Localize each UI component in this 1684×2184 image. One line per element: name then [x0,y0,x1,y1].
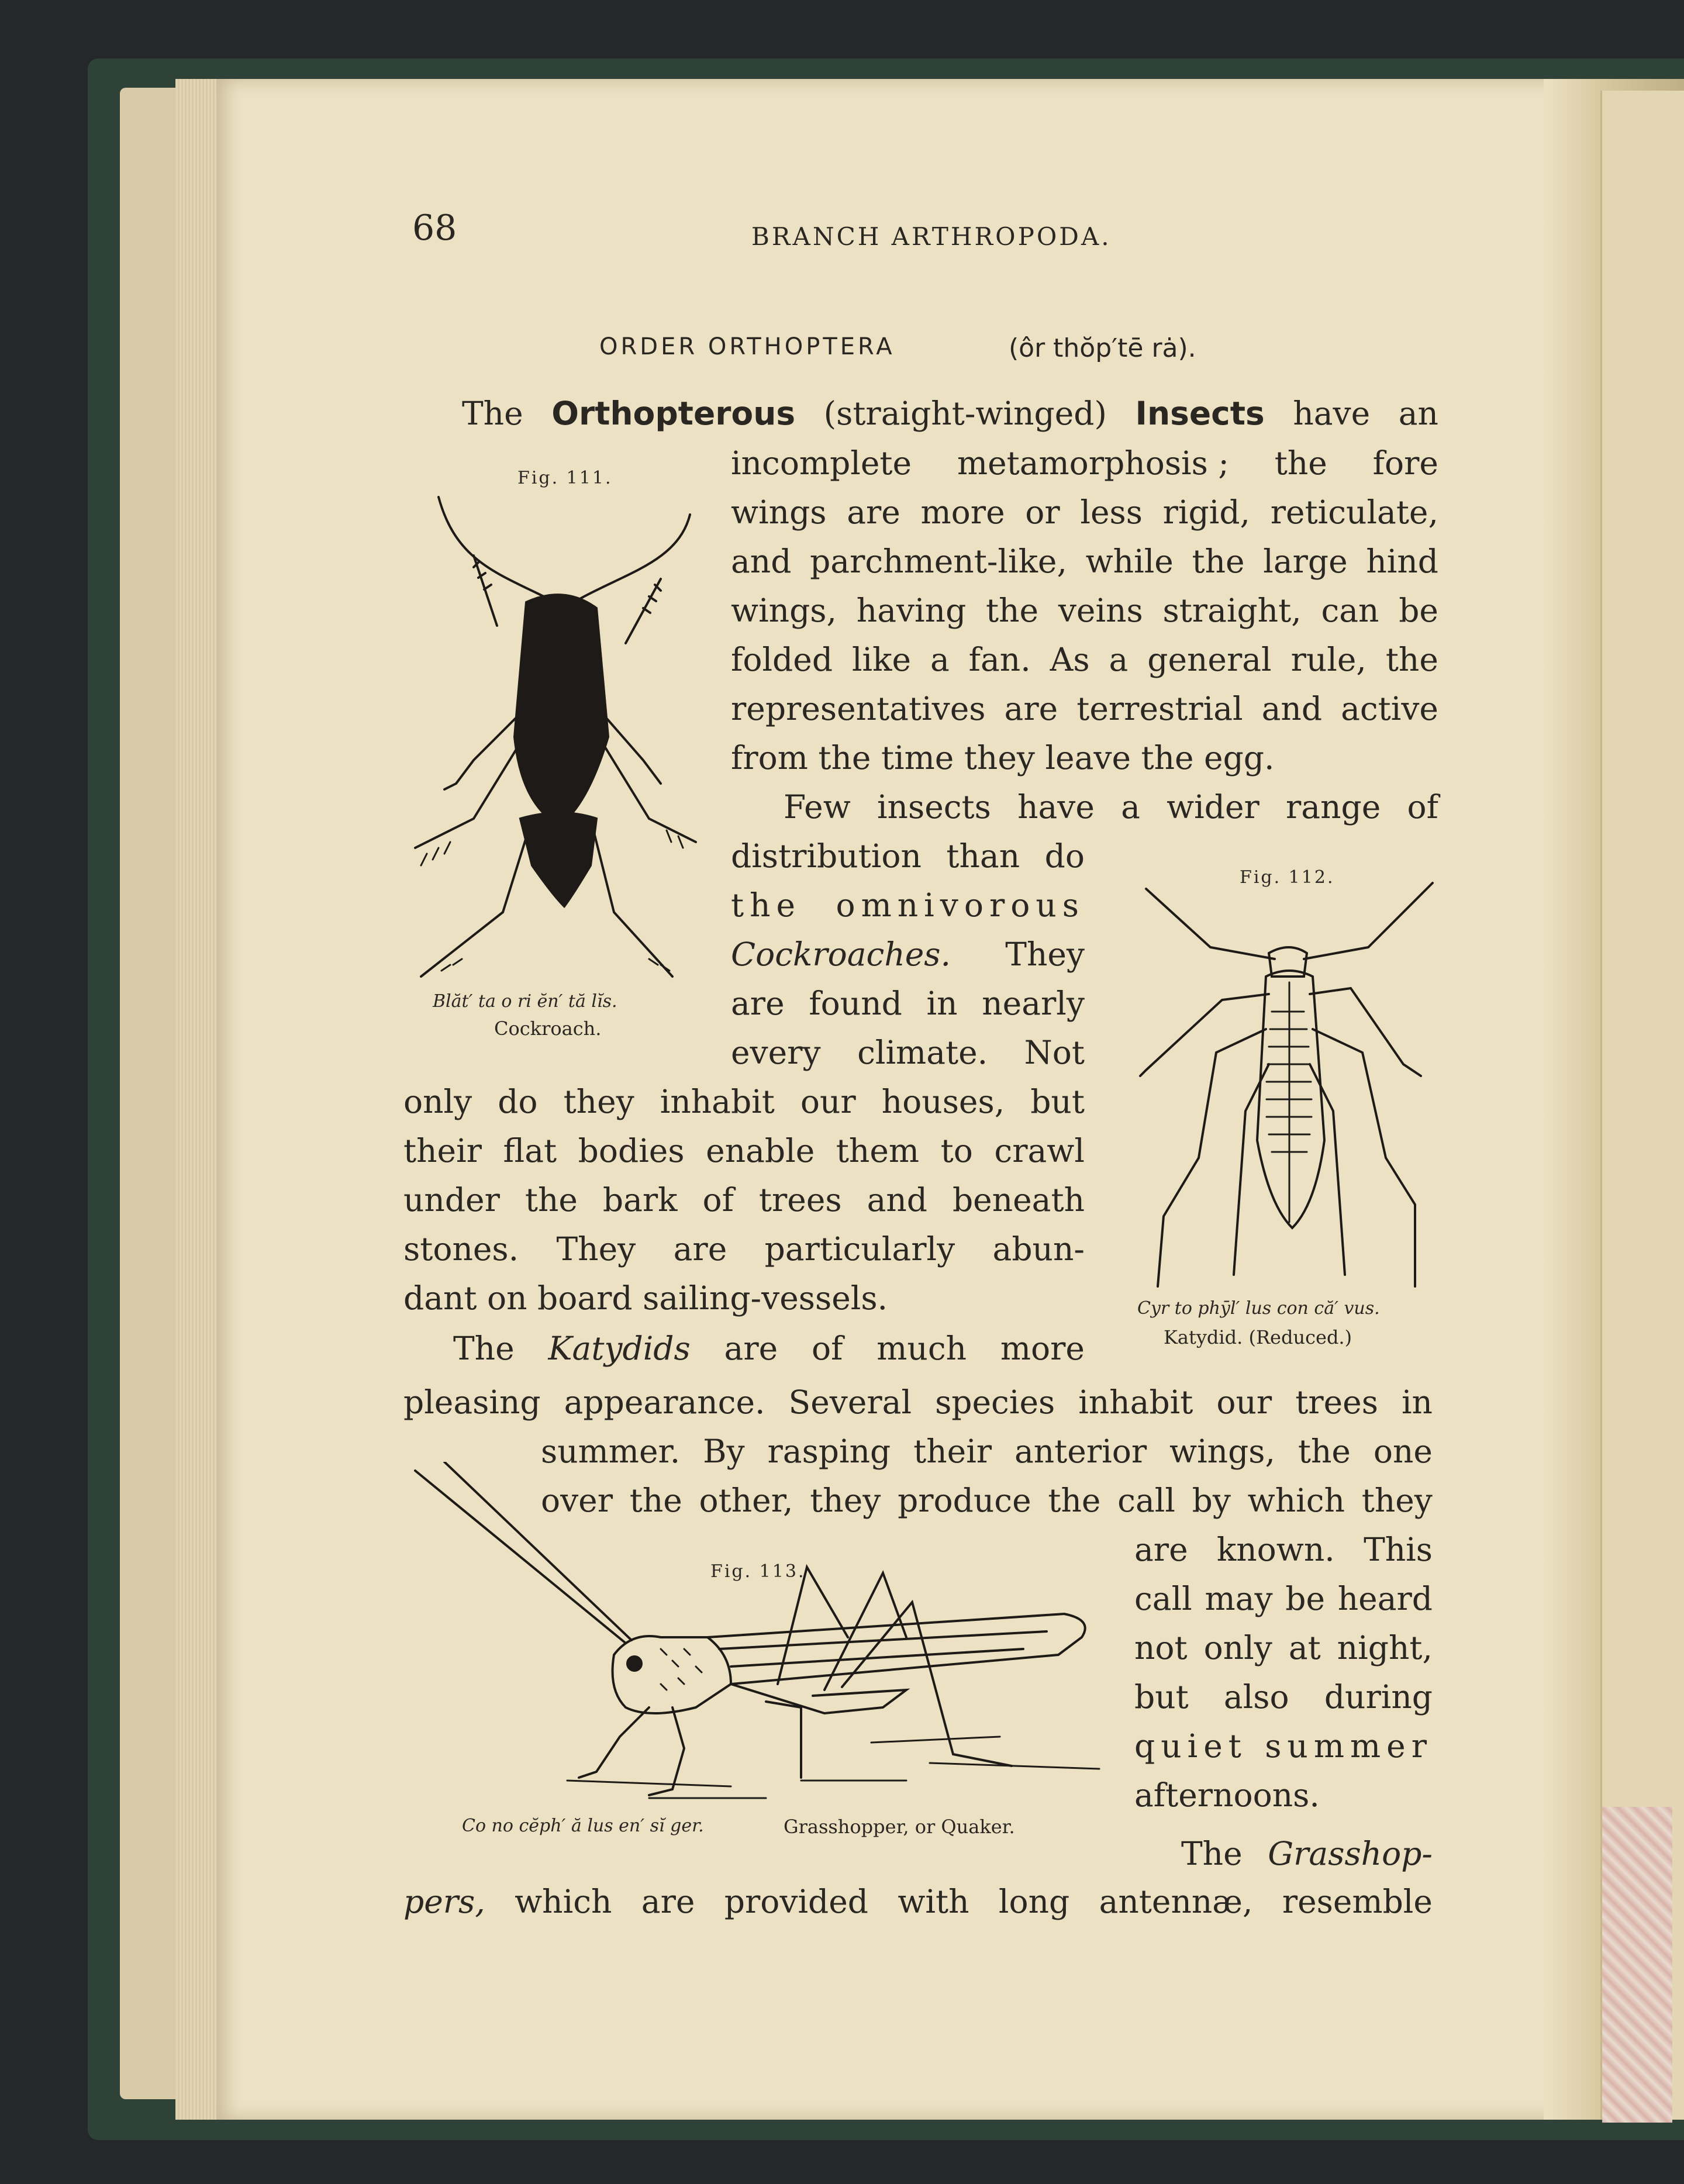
text-line-12: Cockroaches. They [731,936,1085,973]
text-line-9: Few insects have a wider range of [784,788,1438,826]
text-line-17: under the bark of trees and beneath [403,1181,1085,1219]
running-title: BRANCH ARTHROPODA. [751,222,1112,251]
text-line-18: stones. They are particularly abun- [403,1230,1085,1268]
text-line-13: are found in nearly [731,985,1085,1022]
text-line-19: dant on board sailing-vessels. [403,1279,888,1317]
text-line-2: incomplete metamorphosis ; the fore [731,444,1438,482]
text-line-3: wings are more or less rigid, reticulate, [731,494,1438,531]
text-line-25: call may be heard [1134,1580,1433,1617]
fig-112-label: Fig. 112. [1240,867,1335,888]
text-line-10: distribution than do [731,837,1085,875]
text-line-26: not only at night, [1134,1629,1433,1667]
text-line-31: pers, which are provided with long antennæ, resemble [403,1883,1433,1920]
fig-112-common-name: Katydid. (Reduced.) [1164,1326,1352,1348]
fig-111-scientific-name: Blăt′ ta o ri ĕn′ tă lĭs. [433,991,617,1012]
section-pronunciation: (ôr thŏp′tē rȧ). [1009,333,1196,363]
text-line-11: the omnivorous [731,886,1085,924]
katydid-illustration [1129,877,1444,1292]
section-title: ORDER ORTHOPTERA [599,333,895,360]
text-line-30: The Grasshop- [1181,1835,1433,1872]
page-number: 68 [412,208,457,249]
text-line-6: folded like a fan. As a general rule, the [731,641,1438,678]
fig-113-common-name: Grasshopper, or Quaker. [784,1816,1015,1838]
cover-edge [120,88,184,2099]
text-line-23: over the other, they produce the call by which they [541,1482,1433,1519]
text-line-16: their flat bodies enable them to crawl [403,1132,1085,1169]
text-line-22: summer. By rasping their anterior wings, the one [541,1433,1433,1470]
text-line-24: are known. This [1134,1531,1433,1568]
text-line-8: from the time they leave the egg. [731,739,1275,777]
fig-111-label: Fig. 111. [517,468,613,488]
text-line-1: The Orthopterous (straight-winged) Insects have an [462,395,1438,432]
fig-111-common-name: Cockroach. [494,1017,602,1040]
text-line-27: but also during [1134,1678,1433,1716]
cockroach-illustration [403,491,708,994]
text-line-28: quiet summer [1134,1727,1433,1765]
text-line-5: wings, having the veins straight, can be [731,592,1438,629]
fig-112-scientific-name: Cyr to phȳl′ lus con că′ vus. [1137,1298,1380,1319]
text-line-4: and parchment-like, while the large hind [731,543,1438,580]
text-line-7: representatives are terrestrial and active [731,690,1438,727]
text-line-21: pleasing appearance. Several species inhabit our trees in [403,1383,1433,1421]
grasshopper-illustration [403,1462,1111,1807]
page-stack-edge [175,79,222,2120]
fig-113-scientific-name: Co no cĕph′ ă lus en′ sĭ ger. [462,1816,704,1836]
fig-113-label: Fig. 113. [710,1561,806,1582]
text-line-20: The Katydids are of much more [453,1330,1085,1367]
bookmark-ribbon [1602,1807,1672,2123]
text-line-14: every climate. Not [731,1034,1085,1071]
text-line-29: afternoons. [1134,1776,1320,1814]
text-line-15: only do they inhabit our houses, but [403,1083,1085,1120]
